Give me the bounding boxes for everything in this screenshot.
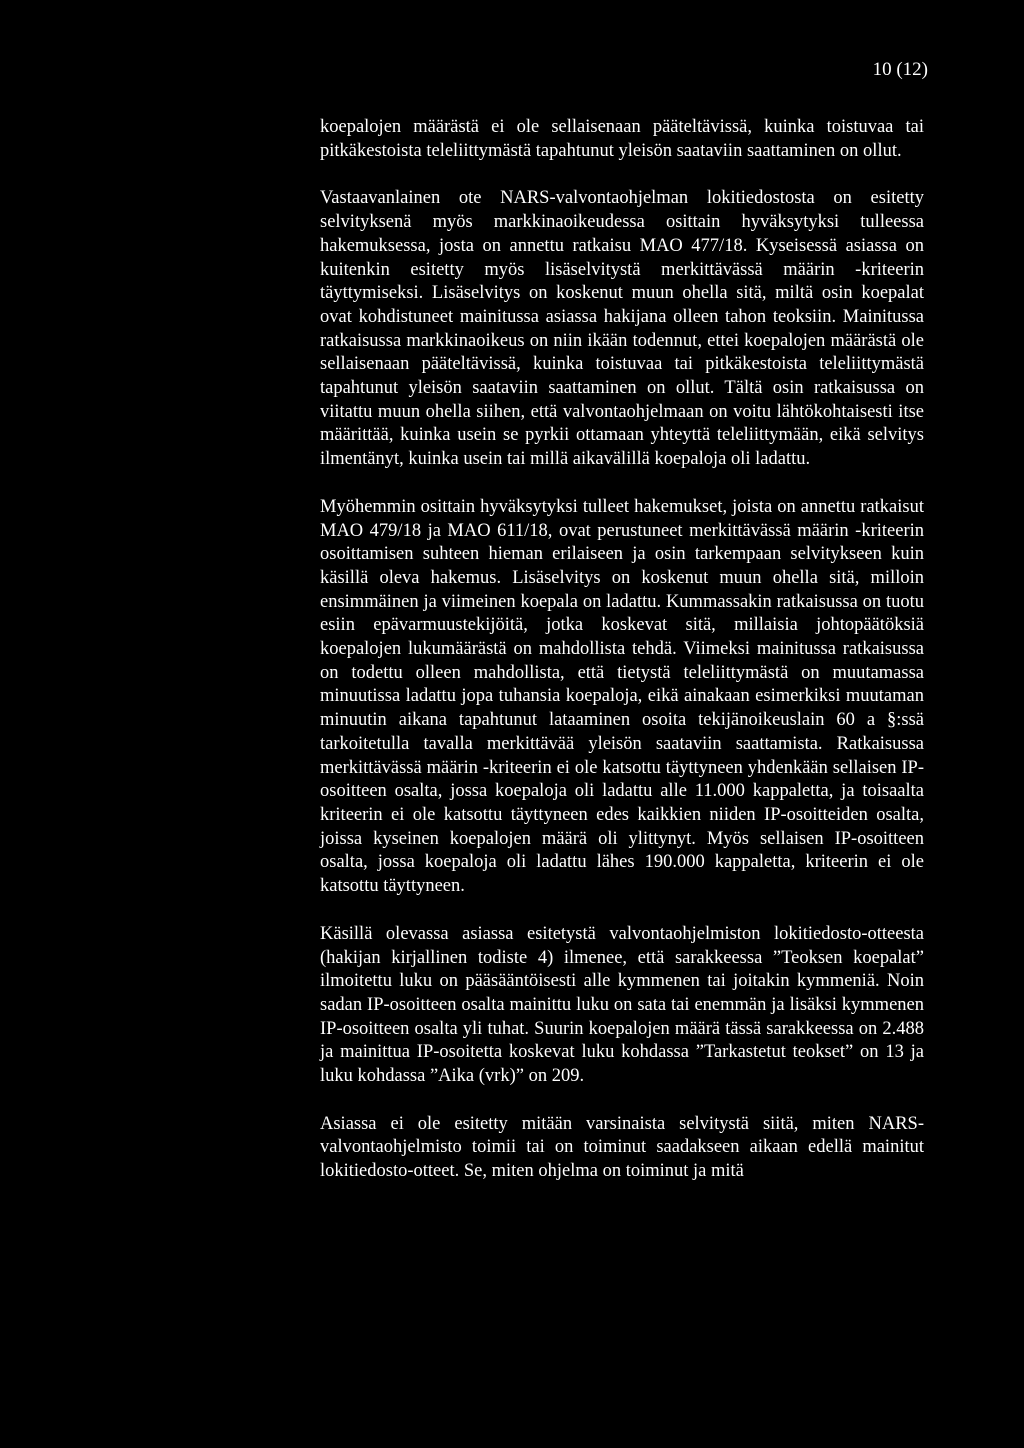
paragraph: Vastaavanlainen ote NARS-valvontaohjelman lokitiedostosta on esitetty selvityksenä myös markkinaoikeudessa osittain hyväksytyksi tulleessa hakemuksessa, josta on annettu ratkaisu MAO 477/18. Kyseisessä asiassa on kuitenkin esitetty myös lisäselvitystä merkittävässä määrin -kriteerin täyttymiseksi. Lisäselvitys on koskenut muun ohella sitä, miltä osin koepalat ovat kohdistuneet mainitussa asiassa hakijana olleen tahon teoksiin. Mainitussa ratkaisussa markkinaoikeus on niin ikään todennut, ettei koepalojen määrästä ole sellaisenaan pääteltävissä, kuinka toistuvaa tai pitkäkestoista teleliittymästä tapahtunut yleisön saataviin saattaminen on ollut. Tältä osin ratkaisussa on viitattu muun ohella siihen, että valvontaohjelmaan on voitu lähtökohtaisesti itse määrittää, kuinka usein se pyrkii ottamaan yhteyttä teleliittymään, eikä selvitys ilmentänyt, kuinka usein tai millä aikavälillä koepaloja oli ladattu. [320, 188, 924, 470]
paragraph: koepalojen määrästä ei ole sellaisenaan pääteltävissä, kuinka toistuvaa tai pitkäkestoista teleliittymästä tapahtunut yleisön saataviin saattaminen on ollut. [320, 117, 924, 161]
page-number: 10 (12) [872, 59, 928, 80]
document-body [320, 116, 924, 1208]
paragraph: Käsillä olevassa asiassa esitetystä valvontaohjelmiston lokitiedosto-otteesta (hakijan kirjallinen todiste 4) ilmenee, että sarakkeessa ”Teoksen koepalat” ilmoitettu luku on pääsääntöisesti alle kymmenen tai joitakin kymmeniä. Noin sadan IP-osoitteen osalta mainittu luku on sata tai enemmän ja lisäksi kymmenen IP-osoitteen osalta yli tuhat. Suurin koepalojen määrä tässä sarakkeessa on 2.488 ja mainittua IP-osoitetta koskevat luku kohdassa ”Tarkastetut teokset” on 13 ja luku kohdassa ”Aika (vrk)” on 209. [320, 923, 924, 1087]
paragraph: Myöhemmin osittain hyväksytyksi tulleet hakemukset, joista on annettu ratkaisut MAO 479/18 ja MAO 611/18, ovat perustuneet merkittävässä määrin -kriteerin osoittamisen suhteen hieman erilaiseen ja osin tarkempaan selvitykseen kuin käsillä oleva hakemus. Lisäselvitys on koskenut muun ohella sitä, milloin ensimmäinen ja viimeinen koepala on ladattu. Kummassakin ratkaisussa on tuotu esiin epävarmuustekijöitä, jotka koskevat sitä, millaisia johtopäätöksiä koepalojen lukumäärästä on mahdollista tehdä. Viimeksi mainitussa ratkaisussa on todettu olleen mahdollista, että tietystä teleliittymästä on muutamassa minuutissa ladattu jopa tuhansia koepaloja, eikä ainakaan esimerkiksi muutaman minuutin aikana tapahtunut lataaminen osoita tekijänoikeuslain 60 a §:ssä tarkoitetulla tavalla merkittävää yleisön saataviin saattamista. Ratkaisussa merkittävässä määrin -kriteerin ei ole katsottu täyttyneen yhdenkään sellaisen IP-osoitteen osalta, jossa koepaloja oli ladattu alle 11.000 kappaletta, ja toisaalta kriteerin ei ole katsottu täyttyneen edes kaikkien niiden IP-osoitteiden osalta, joissa kyseinen koepalojen määrä oli ylittynyt. Myös sellaisen IP-osoitteen osalta, jossa koepaloja oli ladattu lähes 190.000 kappaletta, kriteerin ei ole katsottu täyttyneen. [320, 496, 924, 897]
paragraph: Asiassa ei ole esitetty mitään varsinaista selvitystä siitä, miten NARS-valvontaohjelmisto toimii tai on toiminut saadakseen aikaan edellä mainitut lokitiedosto-otteet. Se, miten ohjelma on toiminut ja mitä [320, 1113, 924, 1182]
